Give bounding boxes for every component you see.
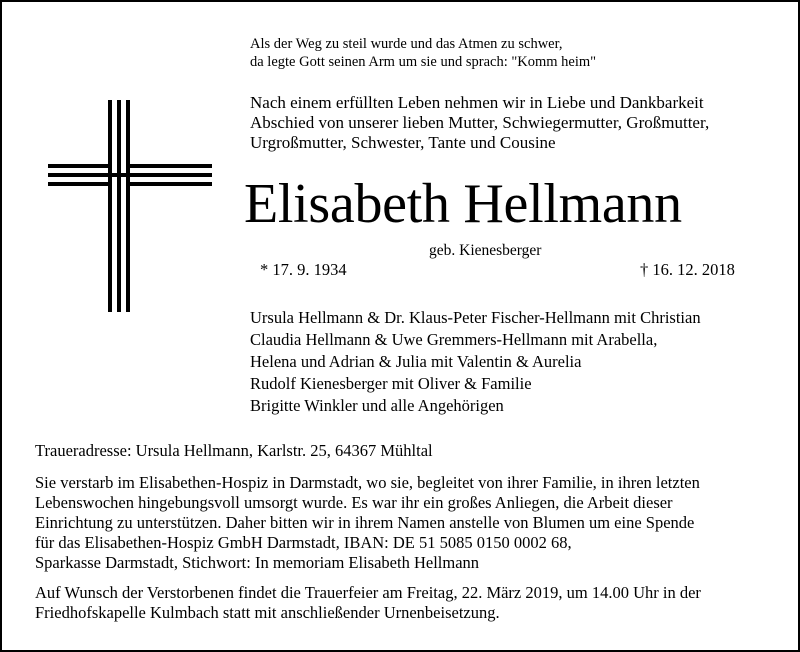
quote-line-1: Als der Weg zu steil wurde und das Atmen zu schwer, (250, 36, 563, 52)
latin-cross-icon (48, 100, 212, 312)
mourning-address: Traueradresse: Ursula Hellmann, Karlstr. 25, 64367 Mühltal (35, 441, 433, 460)
donation-line: Sparkasse Darmstadt, Stichwort: In memoriam Elisabeth Hellmann (35, 553, 480, 572)
donation-line: Sie verstarb im Elisabethen-Hospiz in Darmstadt, wo sie, begleitet von ihrer Familie, in ihren letzten (35, 473, 700, 492)
mourner-line: Brigitte Winkler und alle Angehörigen (250, 396, 504, 415)
donation-line: für das Elisabethen-Hospiz GmbH Darmstadt, IBAN: DE 51 5085 0150 0002 68, (35, 533, 572, 552)
funeral-line: Auf Wunsch der Verstorbenen findet die Trauerfeier am Freitag, 22. März 2019, um 14.00 Uhr in der (35, 583, 701, 602)
birth-date: * 17. 9. 1934 (260, 260, 347, 279)
mourner-line: Claudia Hellmann & Uwe Gremmers-Hellmann mit Arabella, (250, 330, 658, 349)
intro-line-2: Abschied von unserer lieben Mutter, Schwiegermutter, Großmutter, (250, 113, 710, 132)
mourner-line: Helena und Adrian & Julia mit Valentin & Aurelia (250, 352, 582, 371)
deceased-name: Elisabeth Hellmann (244, 173, 682, 235)
death-date: † 16. 12. 2018 (640, 260, 735, 279)
mourner-line: Rudolf Kienesberger mit Oliver & Familie (250, 374, 532, 393)
intro-line-1: Nach einem erfüllten Leben nehmen wir in Liebe und Dankbarkeit (250, 93, 704, 112)
donation-line: Lebenswochen hingebungsvoll umsorgt wurde. Es war ihr ein großes Anliegen, die Arbeit dieser (35, 493, 673, 512)
quote-line-2: da legte Gott seinen Arm um sie und sprach: "Komm heim" (250, 54, 597, 70)
donation-line: Einrichtung zu unterstützen. Daher bitten wir in ihrem Namen anstelle von Blumen um eine Spende (35, 513, 695, 532)
intro-line-3: Urgroßmutter, Schwester, Tante und Cousine (250, 133, 556, 152)
funeral-line: Friedhofskapelle Kulmbach statt mit anschließender Urnenbeisetzung. (35, 603, 500, 622)
mourner-line: Ursula Hellmann & Dr. Klaus-Peter Fischer-Hellmann mit Christian (250, 308, 701, 327)
maiden-name: geb. Kienesberger (429, 242, 542, 259)
